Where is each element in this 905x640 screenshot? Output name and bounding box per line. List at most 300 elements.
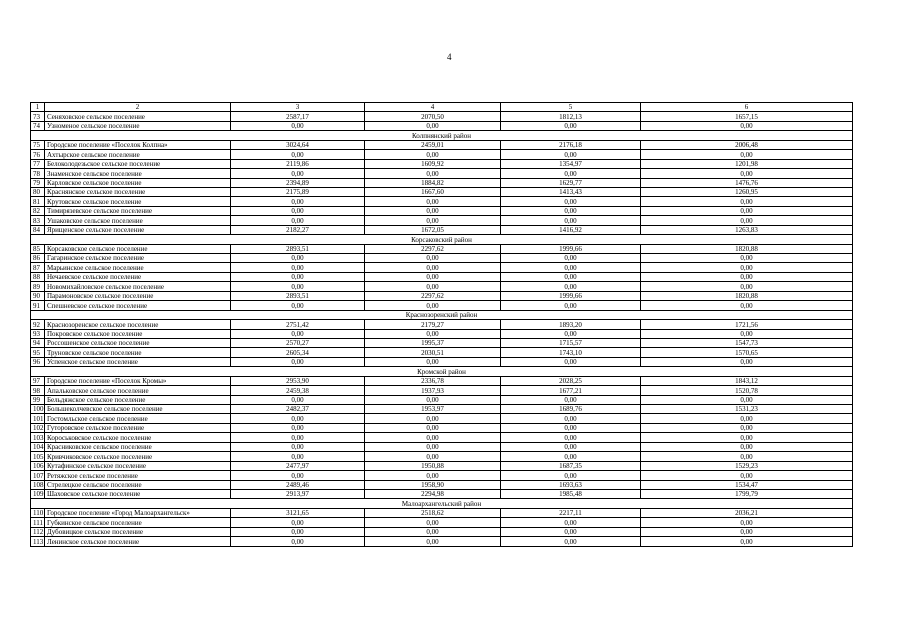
district-header-row [31,367,853,376]
value-cell-col3: 0,00 [231,121,365,130]
value-cell-col5: 0,00 [501,216,641,225]
table-row [31,121,853,130]
value-cell-col4: 0,00 [365,263,501,272]
value-cell-col5: 1416,92 [501,225,641,234]
table-row [31,254,853,263]
value-cell-col6: 0,00 [641,254,853,263]
value-cell-col6: 0,00 [641,414,853,423]
value-cell-col6: 0,00 [641,150,853,159]
value-cell-col4: 0,00 [365,433,501,442]
settlement-name: Карловское сельское поселение [45,178,231,187]
table-row [31,348,853,357]
settlement-name: Большеколчевское сельское поселение [45,405,231,414]
value-cell-col4: 1884,82 [365,178,501,187]
row-number: 104 [31,442,45,451]
table-row [31,150,853,159]
value-cell-col3: 0,00 [231,216,365,225]
settlement-name: Стрелецкое сельское поселение [45,480,231,489]
value-cell-col6: 0,00 [641,537,853,546]
row-number: 113 [31,537,45,546]
table-row [31,518,853,527]
value-cell-col5: 1715,57 [501,338,641,347]
table-row [31,291,853,300]
value-cell-col3: 2119,86 [231,159,365,168]
table-row [31,301,853,310]
table-row [31,282,853,291]
value-cell-col4: 0,00 [365,452,501,461]
settlement-name: Бельдяжское сельское поселение [45,395,231,404]
value-cell-col5: 0,00 [501,527,641,536]
value-cell-col3: 0,00 [231,272,365,281]
value-cell-col4: 0,00 [365,423,501,432]
row-number: 101 [31,414,45,423]
table-row [31,537,853,546]
value-cell-col6: 1529,23 [641,461,853,470]
row-number: 110 [31,508,45,517]
value-cell-col4: 0,00 [365,150,501,159]
value-cell-col4: 0,00 [365,197,501,206]
value-cell-col6: 0,00 [641,433,853,442]
value-cell-col3: 2893,51 [231,244,365,253]
settlement-name: Городское поселение «Поселок Колпна» [45,140,231,149]
settlement-name: Короськовское сельское поселение [45,433,231,442]
value-cell-col4: 0,00 [365,442,501,451]
row-number: 95 [31,348,45,357]
value-cell-col4: 1995,37 [365,338,501,347]
settlement-name: Парамоновское сельское поселение [45,291,231,300]
settlement-name: Успенское сельское поселение [45,357,231,366]
row-number: 74 [31,121,45,130]
value-cell-col5: 1985,48 [501,489,641,498]
value-cell-col6: 0,00 [641,169,853,178]
value-cell-col3: 0,00 [231,282,365,291]
settlement-name: Кривчиковское сельское поселение [45,452,231,461]
value-cell-col5: 1413,43 [501,187,641,196]
value-cell-col6: 1547,73 [641,338,853,347]
value-cell-col4: 1937,93 [365,386,501,395]
row-number: 80 [31,187,45,196]
value-cell-col3: 3024,64 [231,140,365,149]
row-number: 91 [31,301,45,310]
value-cell-col3: 0,00 [231,206,365,215]
table-row [31,159,853,168]
district-name: Малоархангельский район [31,499,853,508]
value-cell-col3: 0,00 [231,423,365,432]
value-cell-col4: 2459,01 [365,140,501,149]
settlement-name: Спешневское сельское поселение [45,301,231,310]
value-cell-col3: 2570,27 [231,338,365,347]
value-cell-col4: 0,00 [365,527,501,536]
column-header: 2 [45,103,231,112]
value-cell-col6: 0,00 [641,471,853,480]
settlement-name: Кутафинское сельское поселение [45,461,231,470]
value-cell-col4: 2518,62 [365,508,501,517]
settlement-name: Городское поселение «Город Малоархангельск» [45,508,231,517]
row-number: 90 [31,291,45,300]
table-row [31,442,853,451]
value-cell-col5: 2217,11 [501,508,641,517]
value-cell-col3: 0,00 [231,414,365,423]
value-cell-col4: 0,00 [365,537,501,546]
settlement-name: Ретяжское сельское поселение [45,471,231,480]
settlement-name: Ушаковское сельское поселение [45,216,231,225]
value-cell-col4: 2030,51 [365,348,501,357]
row-number: 106 [31,461,45,470]
row-number: 109 [31,489,45,498]
value-cell-col5: 0,00 [501,452,641,461]
table-row [31,263,853,272]
value-cell-col3: 2953,90 [231,376,365,385]
table-row [31,112,853,121]
row-number: 94 [31,338,45,347]
value-cell-col4: 0,00 [365,216,501,225]
value-cell-col5: 2028,25 [501,376,641,385]
value-cell-col4: 0,00 [365,169,501,178]
settlement-name: Новомихайловское сельское поселение [45,282,231,291]
value-cell-col3: 2182,27 [231,225,365,234]
value-cell-col6: 2006,48 [641,140,853,149]
row-number: 107 [31,471,45,480]
value-cell-col3: 3121,65 [231,508,365,517]
value-cell-col3: 2751,42 [231,320,365,329]
table-row [31,489,853,498]
value-cell-col5: 1693,63 [501,480,641,489]
value-cell-col6: 1260,95 [641,187,853,196]
row-number: 89 [31,282,45,291]
value-cell-col5: 0,00 [501,471,641,480]
value-cell-col4: 2336,78 [365,376,501,385]
column-header: 1 [31,103,45,112]
row-number: 73 [31,112,45,121]
table-row [31,178,853,187]
settlement-name: Покровское сельское поселение [45,329,231,338]
value-cell-col6: 0,00 [641,206,853,215]
table-row [31,414,853,423]
row-number: 98 [31,386,45,395]
value-cell-col3: 2605,34 [231,348,365,357]
table-row [31,405,853,414]
value-cell-col6: 1476,76 [641,178,853,187]
settlement-name: Гуторовское сельское поселение [45,423,231,432]
district-header-row [31,235,853,244]
value-cell-col4: 1950,88 [365,461,501,470]
settlement-name: Россошенское сельское поселение [45,338,231,347]
table-row [31,433,853,442]
value-cell-col3: 0,00 [231,263,365,272]
value-cell-col3: 0,00 [231,527,365,536]
table-row [31,386,853,395]
row-number: 78 [31,169,45,178]
value-cell-col6: 1721,56 [641,320,853,329]
value-cell-col3: 0,00 [231,395,365,404]
value-cell-col6: 0,00 [641,282,853,291]
value-cell-col4: 2294,98 [365,489,501,498]
table-header-row [31,103,853,112]
table-row [31,508,853,517]
value-cell-col5: 0,00 [501,537,641,546]
value-cell-col3: 2587,17 [231,112,365,121]
value-cell-col5: 1354,97 [501,159,641,168]
value-cell-col6: 1657,15 [641,112,853,121]
value-cell-col3: 0,00 [231,537,365,546]
table-row [31,197,853,206]
settlement-name: Крутовское сельское поселение [45,197,231,206]
value-cell-col3: 2913,97 [231,489,365,498]
value-cell-col3: 0,00 [231,452,365,461]
settlement-name: Ахтырское сельское поселение [45,150,231,159]
value-cell-col3: 0,00 [231,357,365,366]
settlement-name: Знаменское сельское поселение [45,169,231,178]
value-cell-col3: 2459,38 [231,386,365,395]
settlement-name: Красниковское сельское поселение [45,442,231,451]
row-number: 82 [31,206,45,215]
value-cell-col4: 0,00 [365,301,501,310]
value-cell-col6: 0,00 [641,452,853,461]
value-cell-col6: 2036,21 [641,508,853,517]
settlement-name: Дубовицкое сельское поселение [45,527,231,536]
value-cell-col6: 1799,79 [641,489,853,498]
row-number: 81 [31,197,45,206]
value-cell-col4: 1609,92 [365,159,501,168]
value-cell-col4: 2297,62 [365,291,501,300]
value-cell-col5: 2176,18 [501,140,641,149]
value-cell-col4: 0,00 [365,254,501,263]
value-cell-col4: 0,00 [365,395,501,404]
table-row [31,357,853,366]
value-cell-col5: 0,00 [501,395,641,404]
row-number: 100 [31,405,45,414]
row-number: 102 [31,423,45,432]
value-cell-col5: 0,00 [501,254,641,263]
value-cell-col6: 0,00 [641,442,853,451]
row-number: 111 [31,518,45,527]
value-cell-col5: 0,00 [501,263,641,272]
row-number: 75 [31,140,45,149]
value-cell-col5: 0,00 [501,329,641,338]
table-row [31,376,853,385]
table-row [31,169,853,178]
value-cell-col6: 0,00 [641,272,853,281]
value-cell-col6: 0,00 [641,263,853,272]
table-row [31,527,853,536]
settlement-name: Гагаринское сельское поселение [45,254,231,263]
value-cell-col6: 0,00 [641,357,853,366]
settlement-name: Белоколодезьское сельское поселение [45,159,231,168]
data-table [30,102,853,547]
settlement-name: Ярищенское сельское поселение [45,225,231,234]
value-cell-col5: 1687,35 [501,461,641,470]
settlement-name: Краснозоренское сельское поселение [45,320,231,329]
row-number: 84 [31,225,45,234]
row-number: 77 [31,159,45,168]
value-cell-col3: 0,00 [231,442,365,451]
value-cell-col5: 0,00 [501,197,641,206]
value-cell-col5: 0,00 [501,150,641,159]
value-cell-col6: 1843,12 [641,376,853,385]
row-number: 96 [31,357,45,366]
value-cell-col3: 2394,89 [231,178,365,187]
row-number: 97 [31,376,45,385]
district-header-row [31,499,853,508]
settlement-name: Апальковское сельское поселение [45,386,231,395]
value-cell-col4: 1958,90 [365,480,501,489]
value-cell-col5: 0,00 [501,282,641,291]
settlement-name: Марьинское сельское поселение [45,263,231,272]
value-cell-col4: 1672,05 [365,225,501,234]
table-row [31,338,853,347]
value-cell-col3: 2893,51 [231,291,365,300]
value-cell-col3: 0,00 [231,169,365,178]
value-cell-col4: 0,00 [365,272,501,281]
value-cell-col3: 0,00 [231,254,365,263]
value-cell-col4: 2297,62 [365,244,501,253]
value-cell-col6: 0,00 [641,121,853,130]
row-number: 93 [31,329,45,338]
value-cell-col5: 0,00 [501,121,641,130]
value-cell-col4: 0,00 [365,471,501,480]
table-row [31,244,853,253]
value-cell-col6: 0,00 [641,395,853,404]
row-number: 87 [31,263,45,272]
value-cell-col6: 1820,88 [641,244,853,253]
value-cell-col4: 1667,60 [365,187,501,196]
table-row [31,395,853,404]
settlement-name: Краснянское сельское поселение [45,187,231,196]
column-header: 6 [641,103,853,112]
table-row [31,225,853,234]
value-cell-col6: 1263,83 [641,225,853,234]
table-row [31,216,853,225]
value-cell-col3: 0,00 [231,329,365,338]
district-name: Колпнянский район [31,131,853,140]
value-cell-col6: 0,00 [641,301,853,310]
value-cell-col3: 0,00 [231,150,365,159]
value-cell-col3: 0,00 [231,197,365,206]
district-header-row [31,310,853,319]
district-name: Краснозоренский район [31,310,853,319]
settlement-name: Сеняховское сельское поселение [45,112,231,121]
district-name: Кромской район [31,367,853,376]
table-row [31,480,853,489]
row-number: 108 [31,480,45,489]
value-cell-col5: 0,00 [501,206,641,215]
value-cell-col5: 0,00 [501,518,641,527]
row-number: 105 [31,452,45,461]
row-number: 76 [31,150,45,159]
table-row [31,329,853,338]
value-cell-col3: 0,00 [231,301,365,310]
value-cell-col4: 1953,97 [365,405,501,414]
table-row [31,187,853,196]
row-number: 88 [31,272,45,281]
settlement-name: Губкинское сельское поселение [45,518,231,527]
district-header-row [31,131,853,140]
value-cell-col3: 0,00 [231,433,365,442]
row-number: 112 [31,527,45,536]
settlement-name: Тимирязевское сельское поселение [45,206,231,215]
value-cell-col3: 2477,97 [231,461,365,470]
value-cell-col5: 0,00 [501,301,641,310]
value-cell-col4: 0,00 [365,206,501,215]
value-cell-col5: 1743,10 [501,348,641,357]
settlement-name: Узноменое сельское поселение [45,121,231,130]
value-cell-col5: 1893,20 [501,320,641,329]
row-number: 85 [31,244,45,253]
table-row [31,206,853,215]
value-cell-col6: 0,00 [641,329,853,338]
value-cell-col3: 0,00 [231,471,365,480]
value-cell-col5: 0,00 [501,414,641,423]
value-cell-col6: 1201,98 [641,159,853,168]
value-cell-col3: 2175,89 [231,187,365,196]
settlement-name: Корсаковское сельское поселение [45,244,231,253]
value-cell-col6: 0,00 [641,518,853,527]
table-row [31,471,853,480]
column-header: 3 [231,103,365,112]
district-name: Корсаковский район [31,235,853,244]
value-cell-col5: 0,00 [501,442,641,451]
value-cell-col5: 0,00 [501,423,641,432]
value-cell-col5: 1629,77 [501,178,641,187]
value-cell-col6: 0,00 [641,423,853,432]
value-cell-col5: 0,00 [501,272,641,281]
value-cell-col4: 0,00 [365,357,501,366]
value-cell-col3: 2489,46 [231,480,365,489]
value-cell-col4: 2179,27 [365,320,501,329]
table-row [31,140,853,149]
settlement-name: Ленинское сельское поселение [45,537,231,546]
row-number: 99 [31,395,45,404]
settlement-name: Гостомльское сельское поселение [45,414,231,423]
value-cell-col3: 0,00 [231,518,365,527]
value-cell-col5: 1999,66 [501,291,641,300]
value-cell-col5: 1689,76 [501,405,641,414]
value-cell-col4: 0,00 [365,329,501,338]
page-number: 4 [447,52,452,62]
value-cell-col5: 1999,66 [501,244,641,253]
value-cell-col5: 0,00 [501,169,641,178]
value-cell-col4: 0,00 [365,414,501,423]
row-number: 79 [31,178,45,187]
value-cell-col3: 2482,37 [231,405,365,414]
value-cell-col5: 0,00 [501,433,641,442]
value-cell-col5: 1812,13 [501,112,641,121]
value-cell-col6: 0,00 [641,527,853,536]
value-cell-col5: 1677,21 [501,386,641,395]
column-header: 5 [501,103,641,112]
value-cell-col4: 2070,50 [365,112,501,121]
value-cell-col4: 0,00 [365,518,501,527]
row-number: 103 [31,433,45,442]
value-cell-col5: 0,00 [501,357,641,366]
table-row [31,423,853,432]
settlement-name: Нечаевское сельское поселение [45,272,231,281]
settlement-name: Шаховское сельское поселение [45,489,231,498]
column-header: 4 [365,103,501,112]
table-row [31,461,853,470]
value-cell-col6: 1520,78 [641,386,853,395]
value-cell-col4: 0,00 [365,282,501,291]
table-row [31,272,853,281]
value-cell-col4: 0,00 [365,121,501,130]
row-number: 86 [31,254,45,263]
row-number: 92 [31,320,45,329]
value-cell-col6: 1534,47 [641,480,853,489]
table-row [31,320,853,329]
settlement-name: Городское поселение «Поселок Кромы» [45,376,231,385]
value-cell-col6: 1820,88 [641,291,853,300]
value-cell-col6: 0,00 [641,216,853,225]
